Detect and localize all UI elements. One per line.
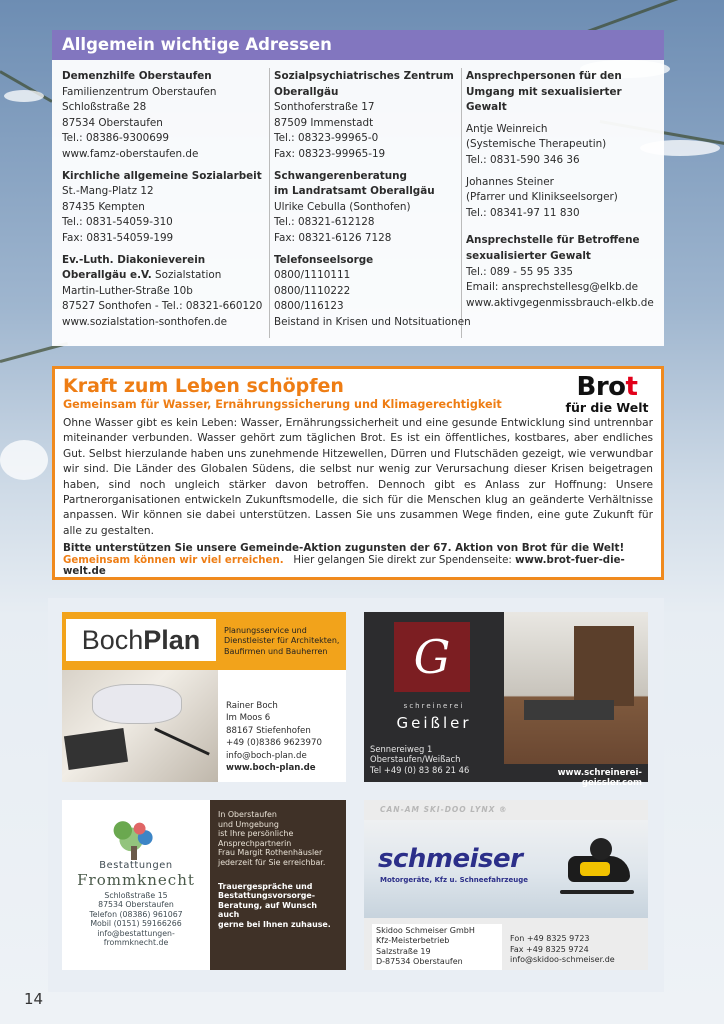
address-line: St.-Mang-Platz 12 bbox=[62, 185, 154, 198]
phone: Tel.: 08386-9300699 bbox=[62, 132, 170, 145]
website-link[interactable]: www.boch-plan.de bbox=[226, 763, 316, 774]
ad-schmeiser bbox=[364, 800, 648, 970]
info-line: ist Ihre persönliche bbox=[218, 829, 294, 839]
brot-fuer-die-welt-box bbox=[52, 366, 664, 580]
fax: Fax: 0831-54059-199 bbox=[62, 231, 174, 244]
address-line: 87509 Immenstadt bbox=[274, 116, 374, 129]
bochplan-header bbox=[62, 612, 346, 670]
org-name-2: Oberallgäu e.V. bbox=[62, 269, 152, 282]
snowmobile-icon bbox=[560, 834, 638, 900]
blueprint-roll-icon bbox=[92, 684, 182, 724]
geissler-logo bbox=[394, 622, 470, 692]
calculator-icon bbox=[64, 728, 128, 770]
org-name: Ansprechstelle für Betroffene bbox=[466, 234, 640, 247]
org-name-2: Umgang mit sexualisierter Gewalt bbox=[466, 85, 622, 114]
contact-role: (Pfarrer und Klinikseelsorger) bbox=[466, 191, 618, 204]
brand-logos: CAN-AM SKI-DOO LYNX ® bbox=[364, 800, 648, 820]
phone: Tel.: 08341-97 11 830 bbox=[466, 206, 580, 219]
schmeiser-address bbox=[372, 924, 502, 970]
phone: Tel +49 (0) 83 86 21 46 bbox=[370, 764, 470, 775]
phone: 0800/116123 bbox=[274, 300, 344, 313]
ad-frommknecht bbox=[62, 800, 346, 970]
column-divider bbox=[269, 68, 270, 338]
org-name: Ansprechpersonen für den bbox=[466, 70, 622, 82]
schmeiser-contact-bar bbox=[364, 918, 648, 970]
kitchen-photo bbox=[504, 612, 648, 764]
page-number: 14 bbox=[24, 990, 44, 1008]
phone: 0800/1110111 bbox=[274, 269, 351, 282]
geissler-small-label: schreinerei bbox=[403, 702, 465, 710]
geissler-name: Geißler bbox=[396, 714, 472, 732]
website-link[interactable]: www.aktivgegenmissbrauch-elkb.de bbox=[466, 296, 654, 309]
address-line: Sennereiweg 1 bbox=[370, 744, 433, 754]
address-line: 87534 Oberstaufen bbox=[98, 900, 174, 910]
schmeiser-logo: schmeiser bbox=[378, 844, 523, 874]
org-name: Ev.-Luth. Diakonieverein bbox=[62, 253, 206, 266]
fax: Fax: 08321-6126 7128 bbox=[274, 231, 392, 244]
kitchen-cabinet bbox=[574, 626, 634, 706]
address-line: Schloßstraße 28 bbox=[62, 101, 147, 114]
donate-link[interactable]: www.brot-fuer-die-welt.de bbox=[63, 555, 625, 578]
contact-name: Antje Weinreich bbox=[466, 122, 548, 135]
donate-text: Hier gelangen Sie direkt zur Spendenseite: bbox=[293, 555, 512, 567]
frommknecht-logo-text bbox=[62, 860, 210, 947]
address-line: D-87534 Oberstaufen bbox=[376, 957, 463, 967]
brot-slogan: Gemeinsam können wir viel erreichen. bbox=[63, 555, 284, 567]
blueprint-photo bbox=[62, 670, 218, 782]
contact-name: Johannes Steiner bbox=[466, 175, 554, 188]
address-column-2 bbox=[274, 69, 471, 331]
phone: Fon +49 8325 9723 bbox=[510, 934, 590, 943]
org-name-2: im Landratsamt Oberallgäu bbox=[274, 185, 435, 198]
org-name: Telefonseelsorge bbox=[274, 253, 374, 266]
address-line: 87534 Oberstaufen bbox=[62, 116, 163, 129]
tagline-line: Planungsservice und bbox=[224, 626, 307, 635]
info-line: Frau Margit Rothenhäusler bbox=[218, 848, 323, 858]
info-bold-line: Trauergespräche und bbox=[218, 881, 313, 891]
info-line: In Oberstaufen bbox=[218, 810, 277, 819]
address-line: 87435 Kempten bbox=[62, 200, 145, 213]
logo-text-bold: Plan bbox=[143, 625, 201, 655]
phone: Tel.: 089 - 55 95 335 bbox=[466, 265, 574, 278]
website-link[interactable]: www.sozialstation-sonthofen.de bbox=[62, 315, 228, 328]
note: Beistand in Krisen und Notsituationen bbox=[274, 315, 471, 328]
brot-footer bbox=[63, 555, 653, 577]
info-line: jederzeit für Sie erreichbar. bbox=[218, 857, 326, 867]
geissler-address bbox=[370, 744, 469, 775]
info-line: Ansprechpartnerin bbox=[218, 838, 292, 848]
address-line: Im Moos 6 bbox=[226, 713, 271, 724]
org-name: Kirchliche allgemeine Sozialarbeit bbox=[62, 169, 262, 182]
bochplan-tagline bbox=[224, 626, 339, 657]
phone: Tel.: 08321-612128 bbox=[274, 216, 375, 229]
bochplan-logo bbox=[66, 619, 216, 661]
website-link[interactable]: www.famz-oberstaufen.de bbox=[62, 147, 199, 160]
info-line: und Umgebung bbox=[218, 819, 279, 829]
address-line: Martin-Luther-Straße 10b bbox=[62, 284, 193, 297]
schmeiser-contact bbox=[510, 934, 615, 966]
tagline-line: Baufirmen und Bauherren bbox=[224, 646, 328, 656]
kitchen-counter bbox=[524, 700, 614, 720]
info-bold-line: Bestattungsvorsorge- bbox=[218, 891, 316, 901]
address-line: Familienzentrum Oberstaufen bbox=[62, 85, 217, 98]
important-addresses-box bbox=[52, 30, 664, 346]
logo-name: Frommknecht bbox=[77, 871, 195, 889]
frommknecht-address bbox=[62, 891, 210, 947]
fax: Fax: 08323-99965-19 bbox=[274, 147, 386, 160]
phone: +49 (0)8386 9623970 bbox=[226, 738, 322, 749]
email-link[interactable]: info@boch-plan.de bbox=[226, 750, 307, 761]
ads-area bbox=[48, 598, 664, 992]
address-line: 87527 Sonthofen - Tel.: 08321-660120 bbox=[62, 300, 263, 313]
org-name-2: sexualisierter Gewalt bbox=[466, 249, 591, 262]
brot-fuer-die-welt-logo bbox=[561, 373, 653, 415]
phone: Telefon (08386) 961067 bbox=[89, 909, 183, 919]
logo-letter: G bbox=[413, 630, 451, 684]
logo-text-red: t bbox=[625, 372, 638, 402]
bochplan-address bbox=[226, 700, 322, 774]
org-name: Schwangerenberatung bbox=[274, 169, 407, 182]
frommknecht-info bbox=[210, 800, 346, 970]
logo-line: Bestattungen bbox=[99, 860, 173, 871]
address-column-3 bbox=[466, 69, 661, 311]
phone: Tel.: 08323-99965-0 bbox=[274, 132, 379, 145]
phone: 0800/1110222 bbox=[274, 284, 351, 297]
tagline-line: Dienstleister für Architekten, bbox=[224, 636, 340, 646]
schmeiser-banner bbox=[364, 800, 648, 918]
phone: Tel.: 0831-54059-310 bbox=[62, 216, 173, 229]
address-line: Salzstraße 19 bbox=[376, 946, 431, 956]
address-line: Oberstaufen/Weißach bbox=[370, 754, 461, 765]
address-column-1 bbox=[62, 69, 267, 331]
email-link[interactable]: Email: ansprechstellesg@elkb.de bbox=[466, 281, 638, 294]
email-link[interactable]: info@skidoo-schmeiser.de bbox=[510, 955, 615, 965]
org-name-2: Oberallgäu bbox=[274, 85, 339, 98]
ad-geissler bbox=[364, 612, 648, 788]
ad-bochplan bbox=[62, 612, 346, 782]
logo-subtext: für die Welt bbox=[565, 400, 649, 415]
tree-trunk bbox=[131, 846, 137, 860]
org-name: Demenzhilfe Oberstaufen bbox=[62, 70, 212, 82]
info-bold-line: Beratung, auf Wunsch auch bbox=[218, 900, 318, 920]
email-link[interactable]: info@bestattungen- bbox=[97, 928, 175, 938]
contact-role: (Systemische Therapeutin) bbox=[466, 138, 607, 151]
brot-subtitle: Gemeinsam für Wasser, Ernährungssicherung und Klimagerechtigkeit bbox=[63, 398, 502, 411]
address-line: Rainer Boch bbox=[226, 701, 278, 711]
org-name: Sozialpsychiatrisches Zentrum bbox=[274, 70, 454, 82]
addresses-title: Allgemein wichtige Adressen bbox=[52, 30, 664, 60]
address-line: Kfz-Meisterbetrieb bbox=[376, 936, 450, 946]
logo-text: Boch bbox=[81, 625, 144, 655]
address-line: Ulrike Cebulla (Sonthofen) bbox=[274, 200, 411, 213]
address-line: Sonthoferstraße 17 bbox=[274, 101, 375, 114]
phone: Tel.: 0831-590 346 36 bbox=[466, 153, 580, 166]
address-line: Schloßstraße 15 bbox=[104, 891, 168, 900]
info-bold-line: gerne bei Ihnen zuhause. bbox=[218, 919, 331, 929]
pen-icon bbox=[154, 727, 210, 755]
schmeiser-subtitle: Motorgeräte, Kfz u. Schneefahrzeuge bbox=[380, 876, 528, 884]
fax: Fax +49 8325 9724 bbox=[510, 944, 589, 954]
org-name-rest: Sozialstation bbox=[151, 269, 222, 282]
logo-text: Bro bbox=[576, 372, 626, 402]
brot-title: Kraft zum Leben schöpfen bbox=[63, 375, 344, 397]
address-line: 88167 Stiefenhofen bbox=[226, 725, 311, 736]
brot-body-text: Ohne Wasser gibt es kein Leben: Wasser, Ernährungssicherheit und eine gesunde Entwicklung sind untrennbar miteinander verbunden. Wasser gehört zum täglichen Brot. Es ist ein öffentliches, kostbares, aber endliches Gut. Selbst hierzulande haben uns zunehmende Hitzewellen, Dürren und Flutschäden gezeigt, wie verwundbar wir sind. Die Länder des Globalen Südens, die selbst nur wenig zur Verursachung dieser Krisen beigetragen haben, sind noch ungleich stärker davon betroffen. Dennoch gibt es Anlass zur Hoffnung: Unsere Partnerorganisationen entwickeln Zukunftsmodelle, die sich für die Menschen klug an geänderte Verhältnisse anpassen. Wir können sie dabei unterstützen. Lassen Sie uns zusammen Wege finden, eine gute Zukunft für alle zu gestalten. bbox=[63, 417, 653, 537]
mobile: Mobil (0151) 59166266 bbox=[90, 919, 182, 929]
email-link[interactable]: frommknecht.de bbox=[103, 938, 169, 948]
website-link[interactable]: www.schreinerei-geissler.com bbox=[504, 764, 648, 782]
brot-call-to-action: Bitte unterstützen Sie unsere Gemeinde-Aktion zugunsten der 67. Aktion von Brot für die Welt! bbox=[63, 542, 625, 555]
address-line: Skidoo Schmeiser GmbH bbox=[376, 926, 475, 935]
